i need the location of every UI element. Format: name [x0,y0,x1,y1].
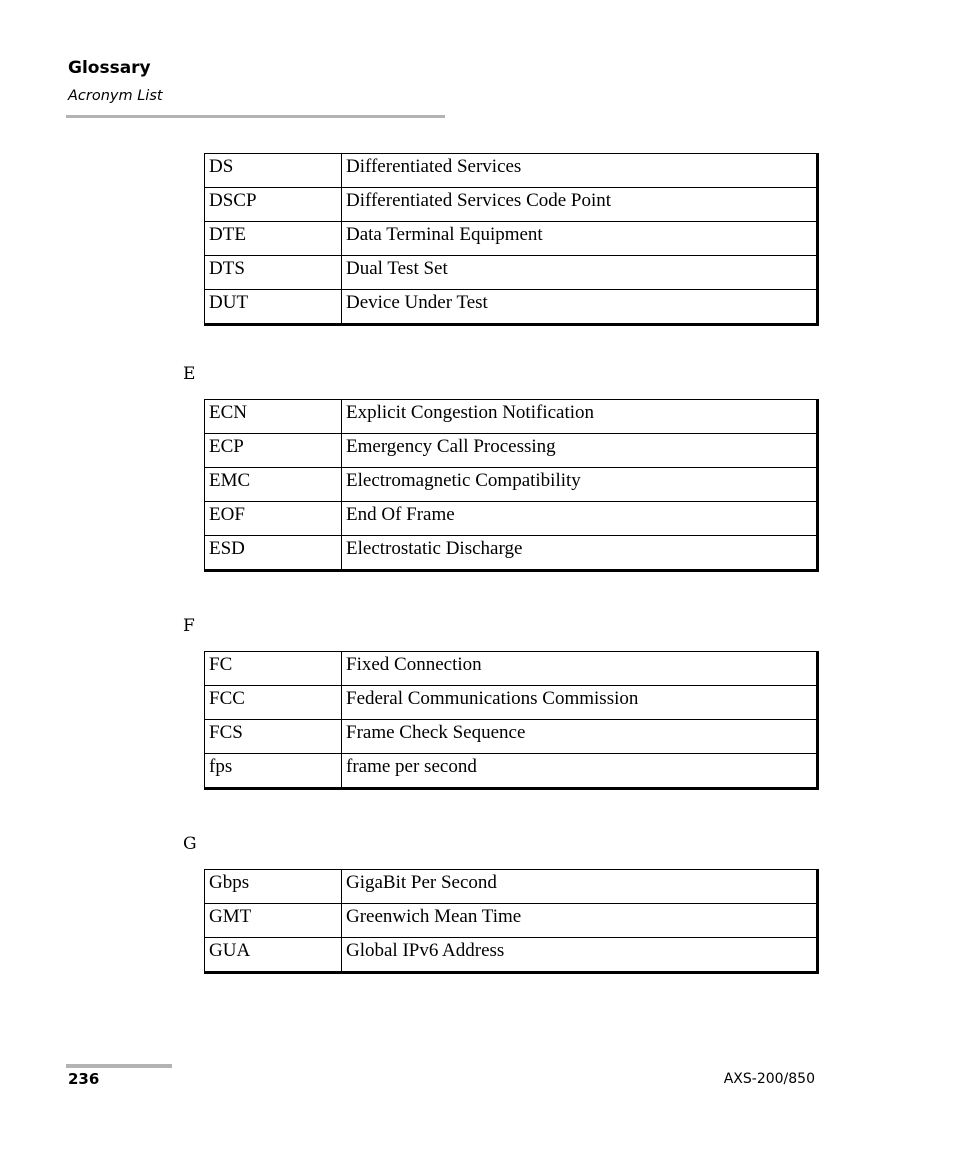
acronym-cell: ESD [205,536,342,571]
table-row [205,720,818,754]
table-row [205,502,818,536]
definition-cell: Frame Check Sequence [342,720,818,754]
definition-cell: Electromagnetic Compatibility [342,468,818,502]
definition-cell: Federal Communications Commission [342,686,818,720]
table-row [205,468,818,502]
product-name: AXS-200/850 [723,1071,815,1087]
table-row [205,434,818,468]
section-letter-f: F [183,616,195,636]
table-row [205,652,818,686]
page-header-title: Glossary [68,58,151,78]
table-row [205,754,818,789]
table-row [205,154,818,188]
table-row [205,400,818,434]
acronym-cell: Gbps [205,870,342,904]
acronym-cell: FCC [205,686,342,720]
acronym-cell: GMT [205,904,342,938]
acronym-cell: FCS [205,720,342,754]
table-row [205,686,818,720]
section-letter-g: G [183,834,197,854]
table-row [205,904,818,938]
acronym-cell: DSCP [205,188,342,222]
definition-cell: Explicit Congestion Notification [342,400,818,434]
section-letter-e: E [183,364,196,384]
definition-cell: Emergency Call Processing [342,434,818,468]
acronym-cell: EOF [205,502,342,536]
page-header-subtitle: Acronym List [68,88,163,104]
table-row [205,870,818,904]
acronym-cell: ECP [205,434,342,468]
table-row [205,222,818,256]
definition-cell: Data Terminal Equipment [342,222,818,256]
acronym-cell: ECN [205,400,342,434]
definition-cell: Greenwich Mean Time [342,904,818,938]
acronym-table-e [204,399,819,572]
definition-cell: Device Under Test [342,290,818,325]
definition-cell: End Of Frame [342,502,818,536]
acronym-table-g [204,869,819,974]
definition-cell: Fixed Connection [342,652,818,686]
acronym-cell: EMC [205,468,342,502]
acronym-cell: FC [205,652,342,686]
definition-cell: Dual Test Set [342,256,818,290]
acronym-cell: DUT [205,290,342,325]
acronym-cell: GUA [205,938,342,973]
definition-cell: Global IPv6 Address [342,938,818,973]
acronym-table-d [204,153,819,326]
acronym-cell: DTS [205,256,342,290]
definition-cell: Differentiated Services [342,154,818,188]
definition-cell: Differentiated Services Code Point [342,188,818,222]
table-row [205,536,818,571]
definition-cell: frame per second [342,754,818,789]
table-row [205,256,818,290]
acronym-cell: fps [205,754,342,789]
acronym-table-f [204,651,819,790]
footer-divider [66,1064,172,1068]
definition-cell: Electrostatic Discharge [342,536,818,571]
page-number: 236 [68,1070,100,1088]
table-row [205,188,818,222]
header-divider [66,115,445,118]
definition-cell: GigaBit Per Second [342,870,818,904]
table-row [205,938,818,973]
acronym-cell: DTE [205,222,342,256]
acronym-cell: DS [205,154,342,188]
table-row [205,290,818,325]
